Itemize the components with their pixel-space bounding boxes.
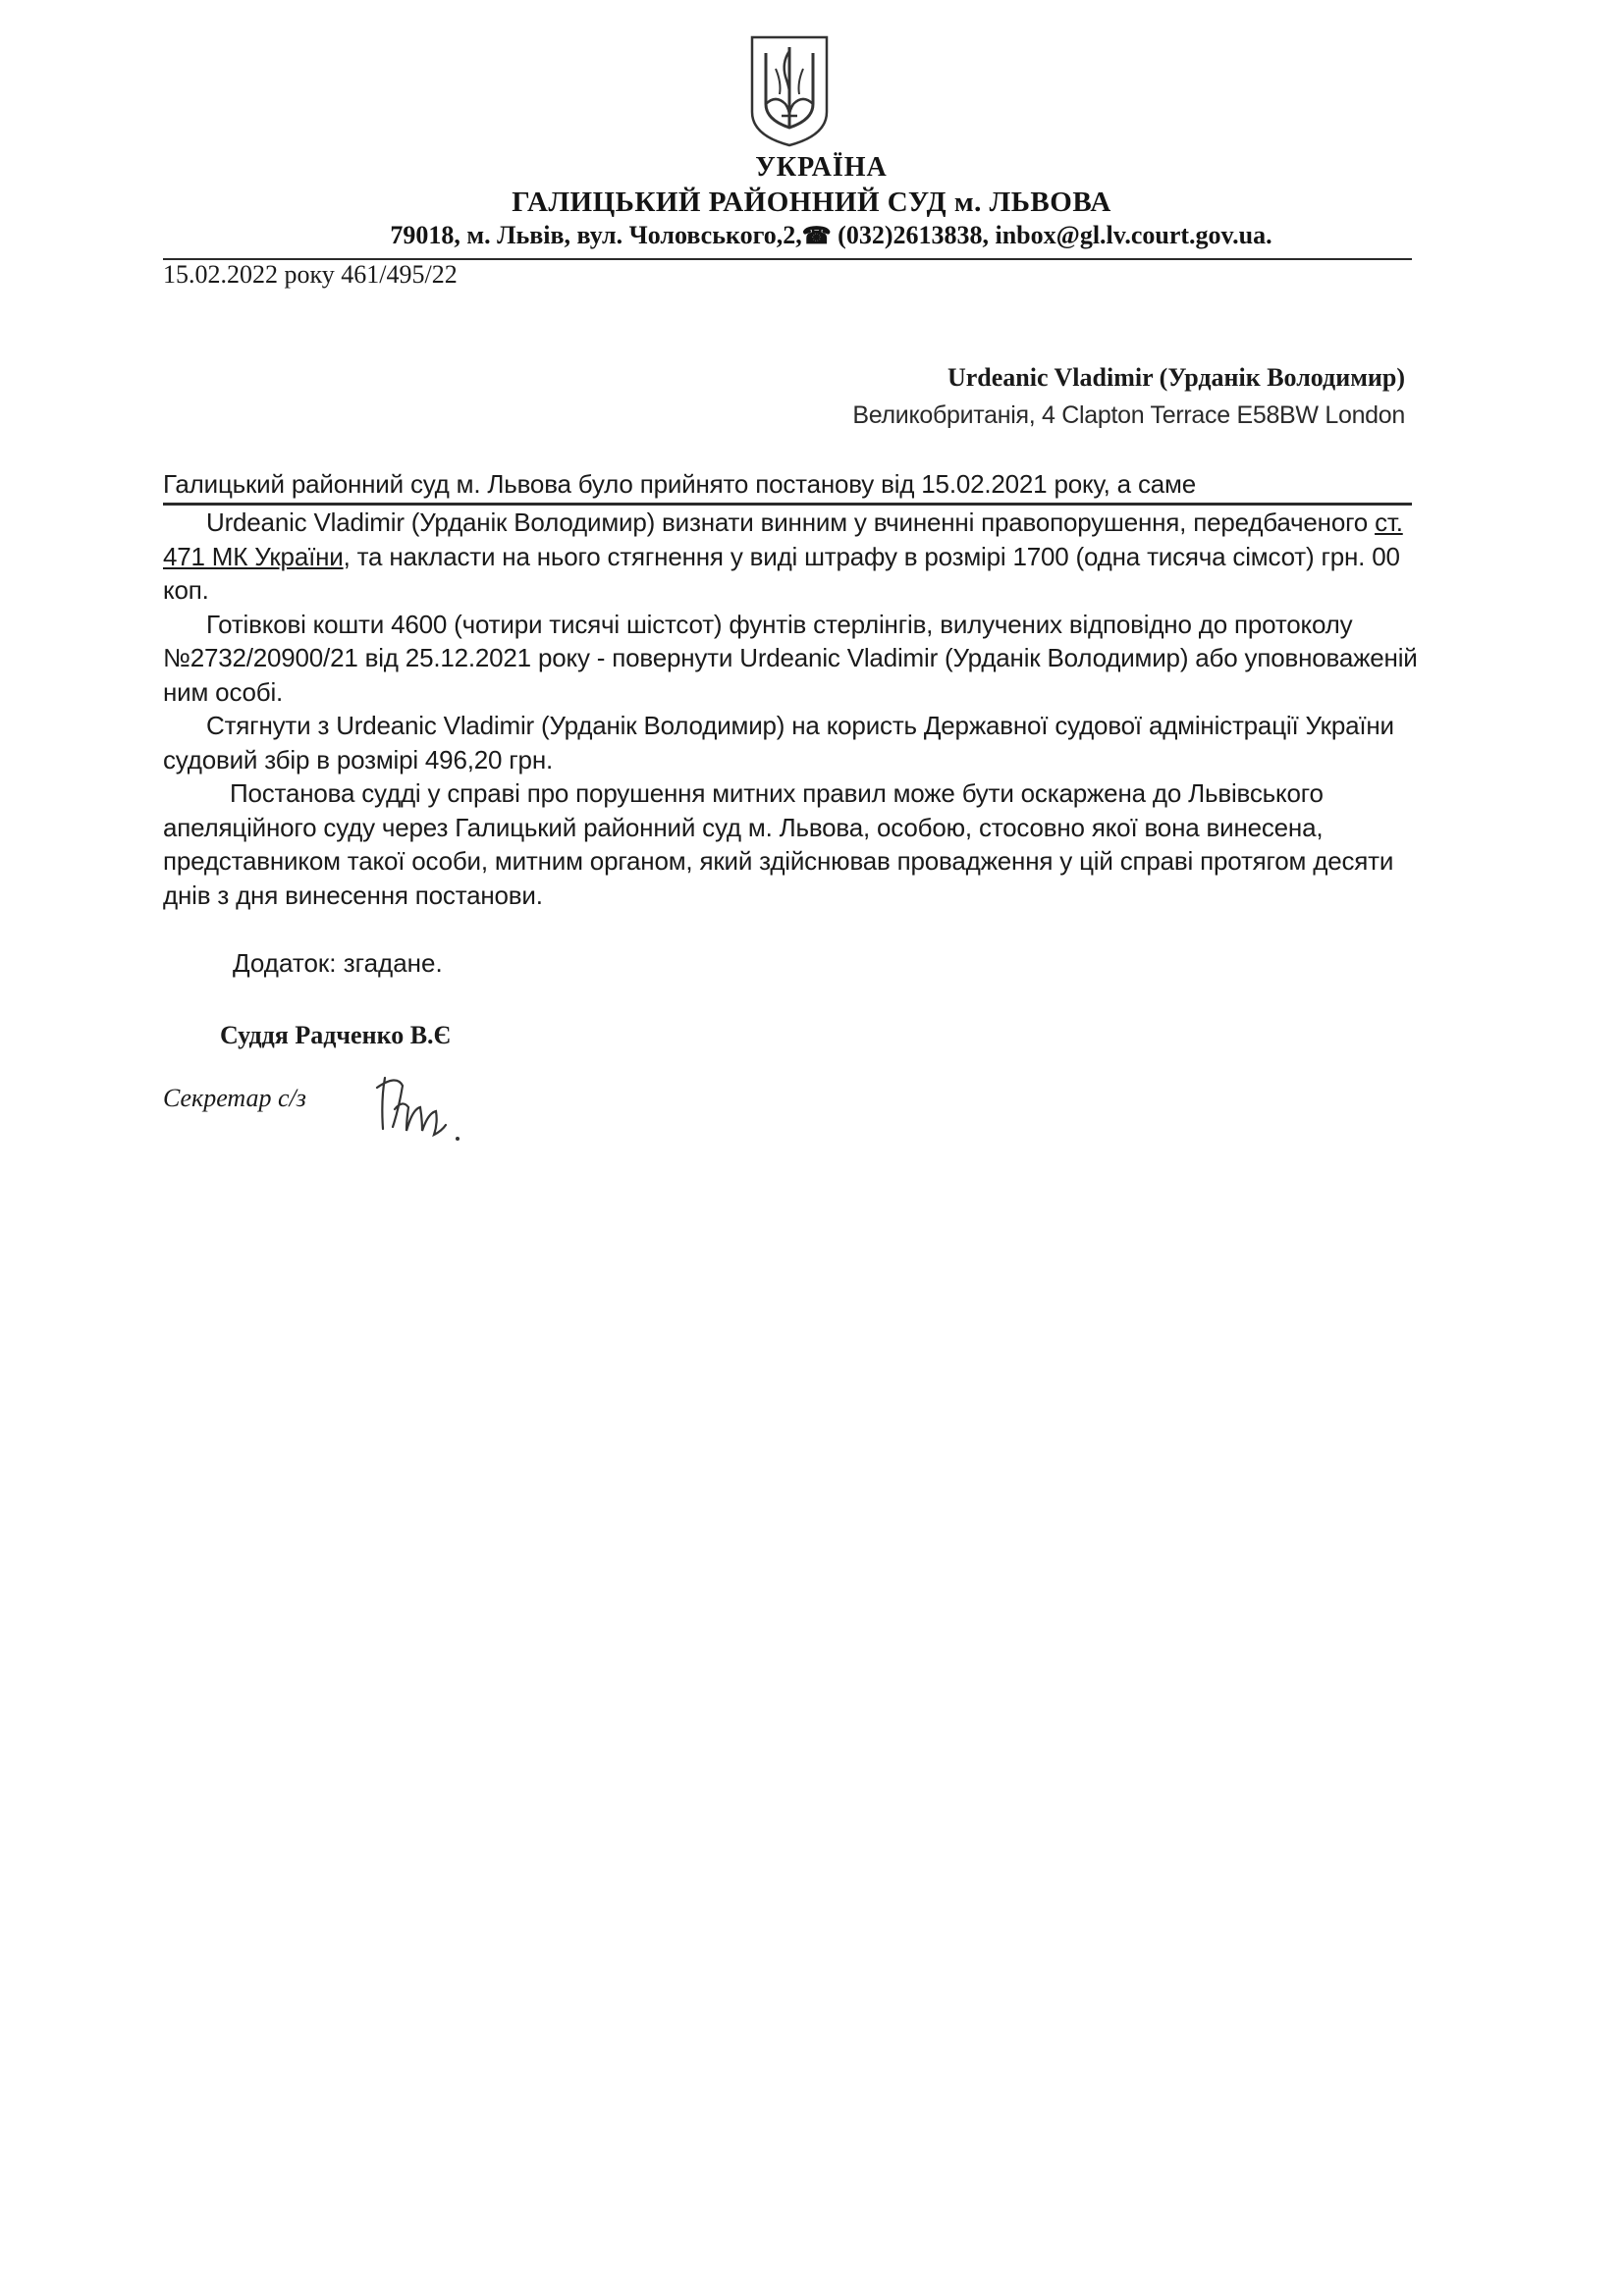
paragraph-verdict-end: , та накласти на нього стягнення у виді штрафу в розмірі 1700 (одна тисяча сімсот) грн. 00 коп.	[163, 541, 1400, 605]
secretary-label: Секретар с/з	[163, 1084, 306, 1112]
header-phone: (032)2613838	[838, 221, 983, 249]
telephone-icon: ☎	[801, 224, 832, 249]
paragraph-verdict	[163, 506, 1420, 608]
law-article-reference: ст. 471 МК України	[163, 507, 1403, 571]
addressee-name: Urdeanic Vladimir (Урданік Володимир)	[947, 363, 1405, 392]
addressee-address: Великобританія, 4 Clapton Terrace E58BW London	[852, 401, 1405, 429]
intro-line: Галицький районний суд м. Львова було прийнято постанову від 15.02.2021 року, а саме	[163, 469, 1196, 499]
handwritten-signature	[363, 1070, 471, 1148]
header-email: , inbox@gl.lv.court.gov.ua.	[982, 221, 1272, 249]
header-street-address: 79018, м. Львів, вул. Чоловського,2,	[390, 221, 802, 249]
header-country: УКРАЇНА	[755, 152, 888, 183]
header-address	[0, 221, 1623, 250]
document-date-reference: 15.02.2022 року 461/495/22	[163, 260, 458, 289]
paragraph-cash-return: Готівкові кошти 4600 (чотири тисячі шістсот) фунтів стерлінгів, вилучених відповідно до протоколу №2732/20900/21 від 25.12.2021 року - повернути Urdeanic Vladimir (Урданік Володимир) або уповноваженій ним особі.	[163, 609, 1418, 707]
attachment-note: Додаток: згадане.	[233, 948, 443, 978]
addressee-block	[852, 363, 1405, 430]
trident-icon	[746, 33, 833, 149]
judge-name: Суддя Радченко В.Є	[220, 1021, 452, 1049]
paragraph-appeal: Постанова судді у справі про порушення митних правил може бути оскаржена до Львівського апеляційного суду через Галицький районний суд м. Львова, особою, стосовно якої вона винесена, представником такої особи, митним органом, який здійснював провадження у цій справі протягом десяти днів з дня винесення постанови.	[163, 778, 1394, 910]
document-body	[163, 506, 1420, 912]
paragraph-court-fee: Стягнути з Urdeanic Vladimir (Урданік Володимир) на користь Державної судової адміністрації України судовий збір в розмірі 496,20 грн.	[163, 711, 1394, 774]
header-court-name: ГАЛИЦЬКИЙ РАЙОННИЙ СУД м. ЛЬВОВА	[512, 187, 1111, 218]
paragraph-verdict-start: Urdeanic Vladimir (Урданік Володимир) визнати винним у вчиненні правопорушення, передбаченого	[206, 507, 1376, 537]
